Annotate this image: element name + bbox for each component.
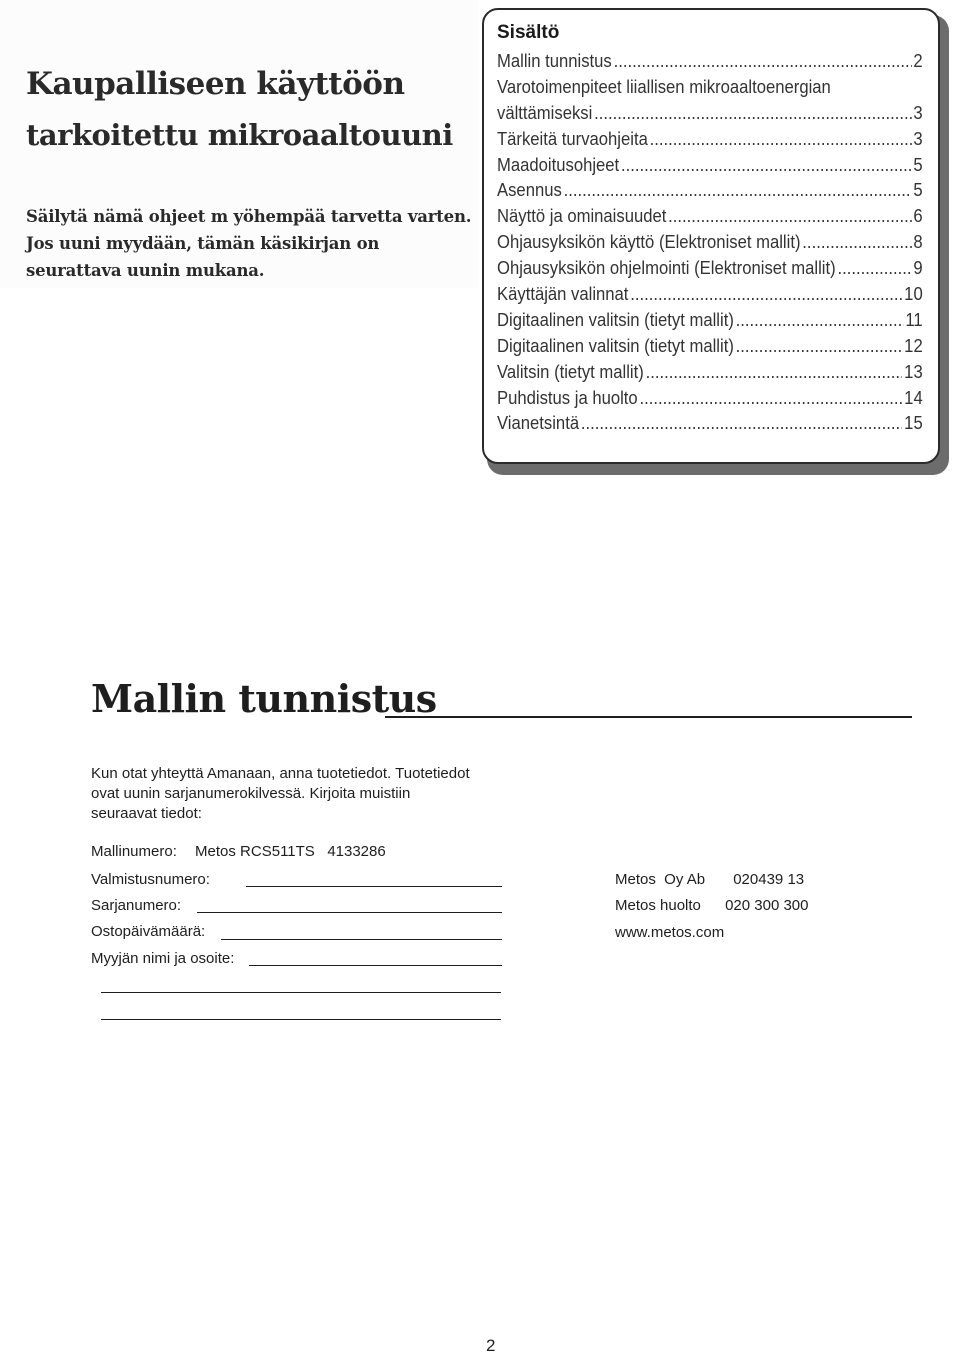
seller-address-field-2[interactable] [101, 1019, 501, 1020]
toc-leader-dots [736, 307, 904, 333]
toc-entry[interactable] [497, 100, 923, 126]
toc-entry-title: Asennus [497, 179, 562, 201]
toc-entry-title: Näyttö ja ominaisuudet [497, 205, 667, 227]
toc-entry-page: 10 [904, 283, 923, 305]
toc-entry-title: Mallin tunnistus [497, 50, 612, 71]
company-phone: 020439 13 [733, 871, 805, 888]
toc-entry[interactable] [497, 359, 923, 385]
seller-address-field-1[interactable] [101, 992, 501, 993]
serial-number-label: Sarjanumero: [91, 897, 182, 914]
seller-row [91, 950, 234, 967]
toc-entry[interactable] [497, 333, 923, 359]
document-title-line-2: tarkoitettu mikroaaltouuni [26, 118, 453, 152]
intro-line-2: ovat uunin sarjanumerokilvessä. Kirjoita muistiin [91, 785, 411, 802]
toc-entry[interactable] [497, 229, 923, 255]
company-contact-row [615, 871, 804, 888]
toc-entry[interactable] [497, 203, 923, 229]
toc-entry-title-line1: Varotoimenpiteet liiallisen mikroaaltoenergian [497, 75, 831, 97]
toc-entry-page: 8 [913, 231, 923, 253]
toc-entry-page: 6 [913, 205, 923, 227]
service-name: Metos huolto [615, 897, 701, 914]
toc-leader-dots [668, 203, 911, 229]
keep-instructions-note-line-3: seurattava uunin mukana. [26, 261, 265, 280]
toc-leader-dots [614, 48, 912, 74]
manufacture-number-label: Valmistusnumero: [91, 871, 210, 888]
toc-list [497, 48, 923, 436]
toc-leader-dots [802, 229, 911, 255]
toc-entry-title: Digitaalinen valitsin (tietyt mallit) [497, 308, 734, 330]
serial-number-field[interactable] [197, 912, 502, 913]
toc-leader-dots [564, 177, 912, 203]
toc-leader-dots [594, 100, 912, 126]
toc-entry-title: välttämiseksi [497, 101, 593, 123]
toc-entry[interactable] [497, 152, 923, 178]
toc-leader-dots [650, 126, 912, 152]
purchase-date-field[interactable] [221, 939, 502, 940]
toc-entry[interactable] [497, 126, 923, 152]
toc-leader-dots [837, 255, 911, 281]
section-title: Mallin tunnistus [91, 676, 437, 721]
company-name: Metos Oy Ab [615, 871, 706, 888]
toc-entry-page: 12 [904, 334, 923, 356]
toc-entry-title: Ohjausyksikön ohjelmointi (Elektroniset mallit) [497, 257, 836, 279]
toc-entry-page: 5 [913, 153, 923, 175]
toc-entry[interactable] [497, 48, 923, 74]
toc-entry-title: Puhdistus ja huolto [497, 386, 638, 408]
seller-field[interactable] [249, 965, 502, 966]
section-title-rule [385, 716, 912, 718]
keep-instructions-note-line-1: Säilytä nämä ohjeet m yöhempää tarvetta varten. [26, 207, 472, 226]
toc-leader-dots [640, 385, 903, 411]
toc-entry-page: 9 [913, 257, 923, 279]
toc-entry-page: 13 [904, 360, 923, 382]
keep-instructions-note-line-2: Jos uuni myydään, tämän käsikirjan on [26, 234, 380, 253]
toc-entry-page: 5 [913, 179, 923, 201]
toc-entry-page: 2 [913, 50, 923, 71]
toc-leader-dots [581, 410, 902, 436]
model-number-value: Metos RCS511TS 4133286 [195, 843, 386, 860]
toc-entry[interactable] [497, 255, 923, 281]
toc-entry-title: Maadoitusohjeet [497, 153, 620, 175]
section-intro [91, 764, 511, 824]
toc-entry-title: Valitsin (tietyt mallit) [497, 360, 644, 382]
toc-entry-title: Ohjausyksikön käyttö (Elektroniset mallit) [497, 231, 801, 253]
toc-entry-page: 3 [913, 127, 923, 149]
toc-entry[interactable] [497, 410, 923, 436]
manufacture-number-row [91, 871, 210, 888]
toc-entry-title: Vianetsintä [497, 412, 580, 434]
intro-line-3: seuraavat tiedot: [91, 805, 202, 822]
toc-heading: Sisältö [497, 22, 560, 43]
intro-line-1: Kun otat yhteyttä Amanaan, anna tuotetiedot. Tuotetiedot [91, 765, 470, 782]
service-contact-row [615, 897, 808, 914]
serial-number-row [91, 897, 181, 914]
model-number-row [91, 843, 386, 860]
toc-leader-dots [621, 152, 912, 178]
toc-leader-dots [646, 359, 903, 385]
document-title-line-1: Kaupalliseen käyttöön [26, 66, 405, 102]
toc-entry-title: Käyttäjän valinnat [497, 283, 629, 305]
toc-entry[interactable] [497, 385, 923, 411]
toc-entry-page: 15 [904, 412, 923, 434]
cover-heading-block [0, 0, 478, 288]
toc-entry-page: 3 [913, 101, 923, 123]
manufacture-number-field[interactable] [246, 886, 502, 887]
toc-entry[interactable] [497, 307, 923, 333]
toc-entry[interactable] [497, 177, 923, 203]
toc-entry-title: Tärkeitä turvaohjeita [497, 127, 648, 149]
seller-label: Myyjän nimi ja osoite: [91, 950, 235, 967]
page-number: 2 [486, 1336, 496, 1355]
toc-leader-dots [630, 281, 902, 307]
service-phone: 020 300 300 [725, 897, 809, 914]
toc-entry[interactable] [497, 281, 923, 307]
toc-leader-dots [736, 333, 903, 359]
website-link[interactable]: www.metos.com [615, 924, 725, 941]
model-number-label: Mallinumero: [91, 843, 177, 860]
toc-entry-page: 14 [904, 386, 923, 408]
toc-entry-first-line[interactable] [497, 74, 923, 100]
purchase-date-label: Ostopäivämäärä: [91, 923, 206, 940]
toc-entry-page: 11 [905, 308, 923, 330]
purchase-date-row [91, 923, 205, 940]
toc-entry-title: Digitaalinen valitsin (tietyt mallit) [497, 334, 734, 356]
